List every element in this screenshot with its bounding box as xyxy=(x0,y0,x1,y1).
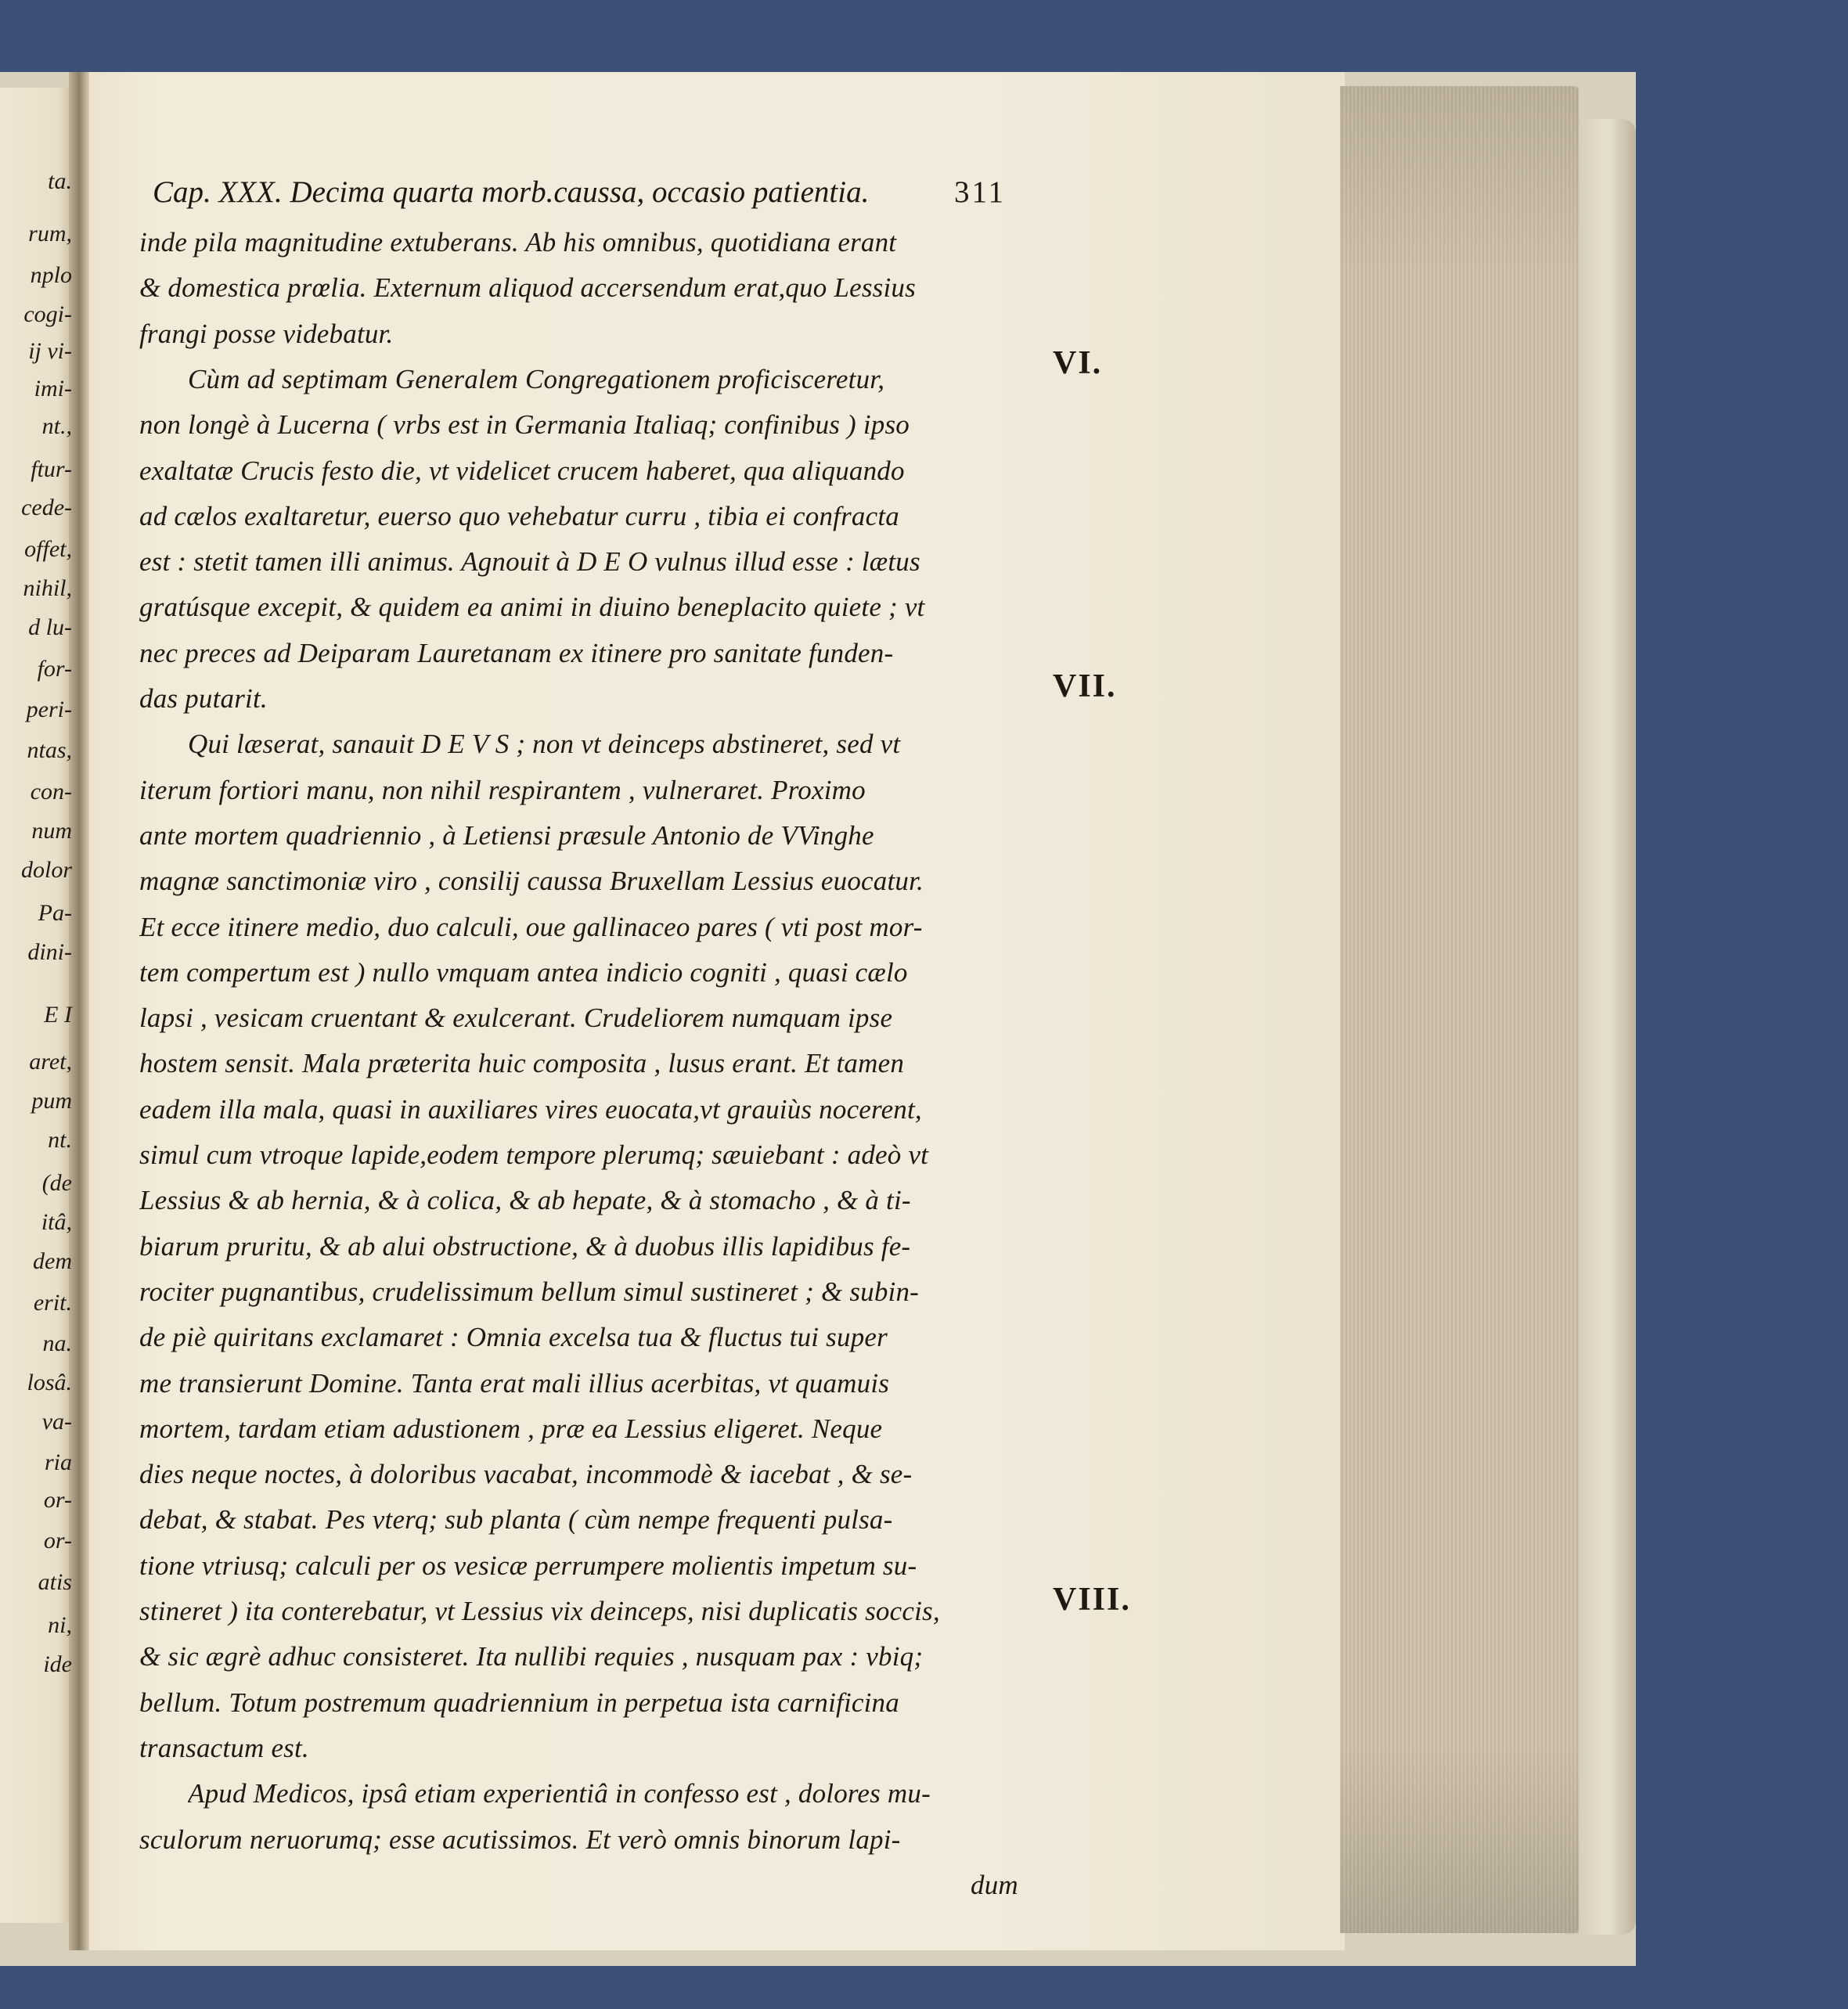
margin-number-vi: VI. xyxy=(1053,345,1103,381)
left-page-fragment: Pa- xyxy=(38,900,72,926)
text-line: tem compertum est ) nullo vmquam antea indicio cogniti , quasi cælo xyxy=(139,957,908,988)
text-line: nec preces ad Deiparam Lauretanam ex itinere pro sanitate funden- xyxy=(139,638,894,668)
left-page-fragment: na. xyxy=(42,1330,72,1356)
text-line: inde pila magnitudine extuberans. Ab his omnibus, quotidiana erant xyxy=(139,227,897,257)
left-page-fragment: va- xyxy=(41,1409,72,1435)
text-line: simul cum vtroque lapide,eodem tempore plerumq; sæuiebant : adeò vt xyxy=(139,1140,929,1170)
left-page-fragment: nt., xyxy=(41,413,72,439)
left-page-fragment: dolor xyxy=(20,857,72,883)
text-line: magnæ sanctimoniæ viro , consilij caussa Bruxellam Lessius euocatur. xyxy=(139,866,924,896)
text-line: non longè à Lucerna ( vrbs est in Germania Italiaq; confinibus ) ipso xyxy=(139,409,910,440)
margin-number-viii: VIII. xyxy=(1053,1582,1131,1618)
left-page-fragment: (de xyxy=(41,1170,72,1196)
text-line: ante mortem quadriennio , à Letiensi præsule Antonio de VVinghe xyxy=(139,820,874,851)
left-page-fragment: dini- xyxy=(27,939,72,965)
left-page-fragment: cede- xyxy=(21,495,72,520)
left-page-fragment: ij vi- xyxy=(28,338,72,364)
text-line: debat, & stabat. Pes vterq; sub planta ( cùm nempe frequenti pulsa- xyxy=(139,1504,893,1535)
left-page-fragment: ni, xyxy=(48,1612,72,1638)
left-page-fragment: ta. xyxy=(48,168,72,194)
margin-number-vii: VII. xyxy=(1053,668,1117,704)
text-line: me transierunt Domine. Tanta erat mali illius acerbitas, vt quamuis xyxy=(139,1368,890,1399)
left-page-fragment: pum xyxy=(31,1088,72,1114)
left-page-fragment: cogi- xyxy=(23,301,72,327)
text-line: Cùm ad septimam Generalem Congregationem proficisceretur, xyxy=(188,364,885,394)
left-page-fragment: ftur- xyxy=(31,456,72,482)
left-page-fragment: or- xyxy=(43,1487,72,1513)
left-page-fragment: nplo xyxy=(30,262,72,288)
left-page-fragment: rum, xyxy=(28,221,72,247)
text-line: ad cælos exaltaretur, euerso quo vehebatur curru , tibia ei confracta xyxy=(139,501,899,531)
catchword: dum xyxy=(971,1870,1018,1900)
left-page-fragment: con- xyxy=(30,779,72,805)
left-page-fragment: peri- xyxy=(26,697,72,722)
left-page-fragment: losâ. xyxy=(27,1370,72,1395)
text-line: biarum pruritu, & ab alui obstructione, & à duobus illis lapidibus fe- xyxy=(139,1231,911,1262)
text-line: Qui læserat, sanauit D E V S ; non vt deinceps abstineret, sed vt xyxy=(188,729,901,759)
text-line: dies neque noctes, à doloribus vacabat, incommodè & iacebat , & se- xyxy=(139,1459,913,1489)
left-page-fragment: E I xyxy=(44,1002,72,1028)
left-page-fragment: ide xyxy=(43,1651,72,1677)
text-line: eadem illa mala, quasi in auxiliares vires euocata,vt grauiùs nocerent, xyxy=(139,1094,922,1125)
text-line: frangi posse videbatur. xyxy=(139,319,394,349)
text-line: Apud Medicos, ipsâ etiam experientiâ in confesso est , dolores mu- xyxy=(188,1778,931,1809)
text-line: & domestica prœlia. Externum aliquod accersendum erat,quo Lessius xyxy=(139,272,916,303)
text-line: Et ecce itinere medio, duo calculi, oue gallinaceo pares ( vti post mor- xyxy=(139,912,923,942)
text-line: hostem sensit. Mala præterita huic composita , lusus erant. Et tamen xyxy=(139,1048,905,1078)
text-line: stineret ) ita conterebatur, vt Lessius vix deinceps, nisi duplicatis soccis, xyxy=(139,1596,940,1626)
text-line: mortem, tardam etiam adustionem , præ ea Lessius eligeret. Neque xyxy=(139,1413,883,1444)
left-page-fragment: d lu- xyxy=(28,614,72,640)
left-page-fragment: itâ, xyxy=(41,1209,72,1235)
page-edges-shading xyxy=(1340,86,1579,1933)
left-page-fragment: or- xyxy=(43,1528,72,1554)
header-title: Cap. XXX. Decima quarta morb.caussa, occasio patientia. xyxy=(153,175,870,209)
text-line: transactum est. xyxy=(139,1733,309,1763)
left-page-fragment: aret, xyxy=(29,1049,72,1075)
text-line: sculorum neruorumq; esse acutissimos. Et verò omnis binorum lapi- xyxy=(139,1824,901,1855)
text-line: das putarit. xyxy=(139,683,268,714)
left-page-fragment: nt. xyxy=(48,1127,72,1153)
text-line: iterum fortiori manu, non nihil respirantem , vulneraret. Proximo xyxy=(139,775,866,805)
text-line: gratúsque excepit, & quidem ea animi in diuino beneplacito quiete ; vt xyxy=(139,592,925,622)
text-line: & sic ægrè adhuc consisteret. Ita nullibi requies , nusquam pax : vbiq; xyxy=(139,1641,924,1672)
text-line: lapsi , vesicam cruentant & exulcerant. Crudeliorem numquam ipse xyxy=(139,1003,893,1033)
left-page-fragment: imi- xyxy=(34,376,72,401)
left-page-fragment: nihil, xyxy=(23,575,72,601)
left-page-fragment: num xyxy=(31,818,72,844)
left-page-fragment: erit. xyxy=(33,1290,72,1316)
left-page-fragment: ria xyxy=(44,1449,72,1475)
text-line: tione vtriusq; calculi per os vesicæ perrumpere molientis impetum su- xyxy=(139,1550,917,1581)
running-header xyxy=(153,175,1006,210)
text-line: Lessius & ab hernia, & à colica, & ab hepate, & à stomacho , & à ti- xyxy=(139,1185,911,1215)
left-page-fragment: atis xyxy=(38,1569,72,1595)
text-line: bellum. Totum postremum quadriennium in perpetua ista carnificina xyxy=(139,1687,899,1718)
left-page-fragment: dem xyxy=(33,1248,72,1274)
text-line: exaltatæ Crucis festo die, vt videlicet crucem haberet, qua aliquando xyxy=(139,455,905,486)
page-number: 311 xyxy=(953,175,1006,209)
left-page-fragment: ntas, xyxy=(27,737,72,763)
text-line: rociter pugnantibus, crudelissimum bellum simul sustineret ; & subin- xyxy=(139,1276,920,1307)
left-page-fragment: for- xyxy=(37,656,72,682)
text-line: est : stetit tamen illi animus. Agnouit à D E O vulnus illud esse : lætus xyxy=(139,546,920,577)
left-page-fragment: offet, xyxy=(24,536,72,562)
text-line: de piè quiritans exclamaret : Omnia excelsa tua & fluctus tui super xyxy=(139,1322,888,1352)
